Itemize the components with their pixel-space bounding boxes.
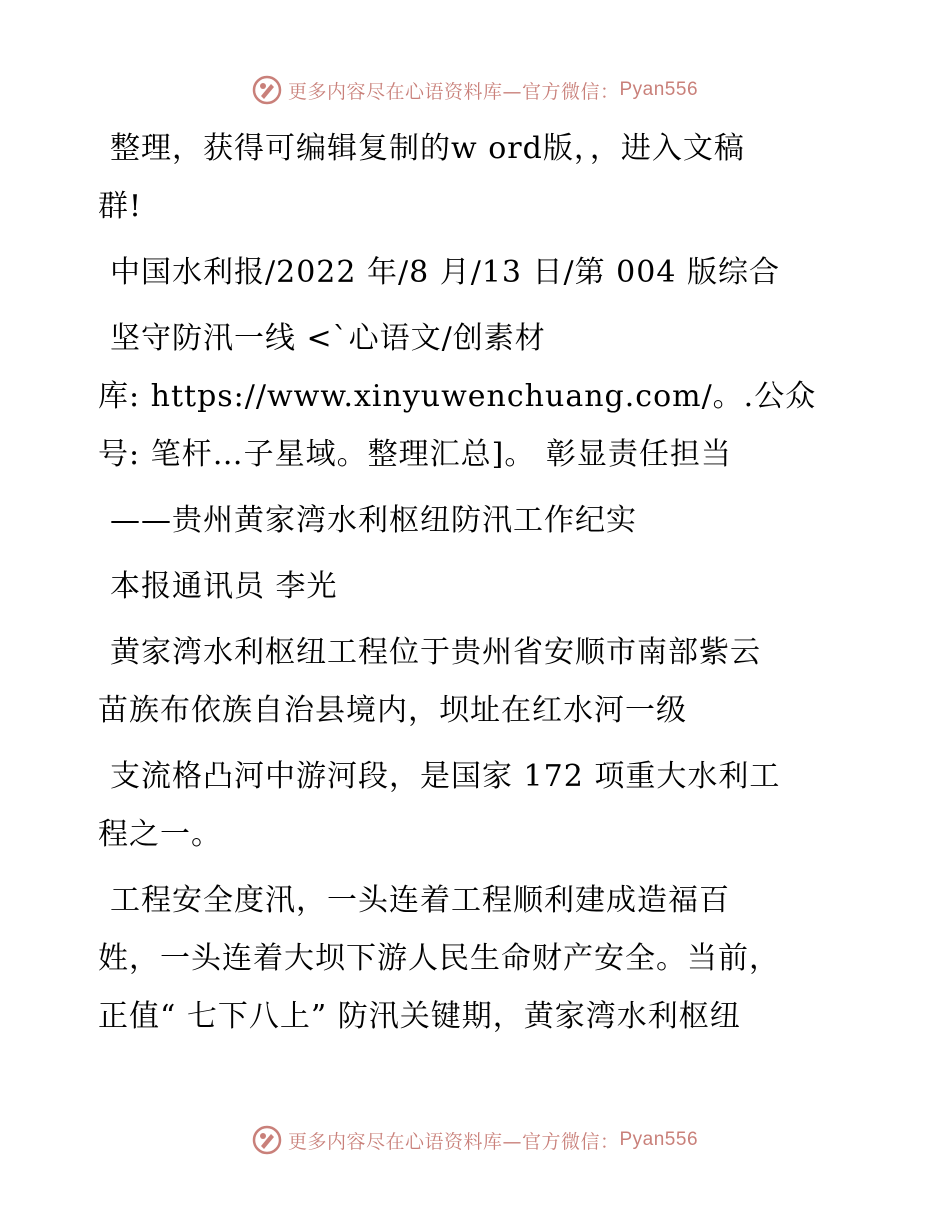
watermark-brand: 更多内容尽在心语资料库— bbox=[287, 80, 522, 103]
paragraph-body-3 bbox=[98, 872, 858, 1046]
watermark-footer bbox=[0, 1120, 950, 1160]
text-line: 中国水利报/2022 年/8 月/13 日/第 004 版综合 bbox=[110, 255, 780, 290]
watermark-brand: 更多内容尽在心语资料库— bbox=[287, 1130, 522, 1153]
text-line: 姓，一头连着大坝下游人民生命财产安全。当前， bbox=[98, 941, 780, 976]
paragraph-intro bbox=[98, 120, 858, 236]
paragraph-byline bbox=[98, 558, 858, 616]
watermark-wechat-id: Pyan556 bbox=[619, 1129, 699, 1150]
watermark-wechat-label: 官方微信： bbox=[521, 1130, 620, 1153]
paragraph-headline bbox=[98, 310, 858, 484]
text-line: 坚守防汛一线 <`心语文/创素材 bbox=[110, 321, 546, 356]
text-line: 整理，获得可编辑复制的w ord版，，进入文稿 bbox=[110, 131, 745, 166]
text-line: ——贵州黄家湾水利枢纽防汛工作纪实 bbox=[110, 503, 637, 538]
paragraph-source bbox=[98, 244, 858, 302]
text-line: 本报通讯员 李光 bbox=[110, 569, 338, 604]
text-line: 工程安全度汛，一头连着工程顺利建成造福百 bbox=[110, 883, 730, 918]
text-line: 苗族布依族自治县境内，坝址在红水河一级 bbox=[98, 693, 687, 728]
watermark-wechat-label: 官方微信： bbox=[521, 80, 620, 103]
paragraph-body-2 bbox=[98, 748, 858, 864]
text-line: 程之一。 bbox=[98, 817, 222, 852]
text-line: 号: 笔杆…子星域。整理汇总]。 彰显责任担当 bbox=[98, 437, 732, 472]
watermark-header bbox=[0, 70, 950, 110]
pen-seal-icon bbox=[252, 1125, 282, 1155]
text-line: 库: https://www.xinyuwenchuang.com/。.公众 bbox=[98, 379, 817, 414]
pen-seal-icon bbox=[252, 75, 282, 105]
text-line: 支流格凸河中游河段，是国家 172 项重大水利工 bbox=[110, 759, 781, 794]
paragraph-body-1 bbox=[98, 624, 858, 740]
text-line: 群! bbox=[98, 189, 143, 224]
document-body bbox=[98, 120, 858, 1110]
text-line: 正值“ 七下八上” 防汛关键期，黄家湾水利枢纽 bbox=[98, 999, 741, 1034]
text-line: 黄家湾水利枢纽工程位于贵州省安顺市南部紫云 bbox=[110, 635, 761, 670]
paragraph-subtitle bbox=[98, 492, 858, 550]
watermark-wechat-id: Pyan556 bbox=[619, 79, 699, 100]
